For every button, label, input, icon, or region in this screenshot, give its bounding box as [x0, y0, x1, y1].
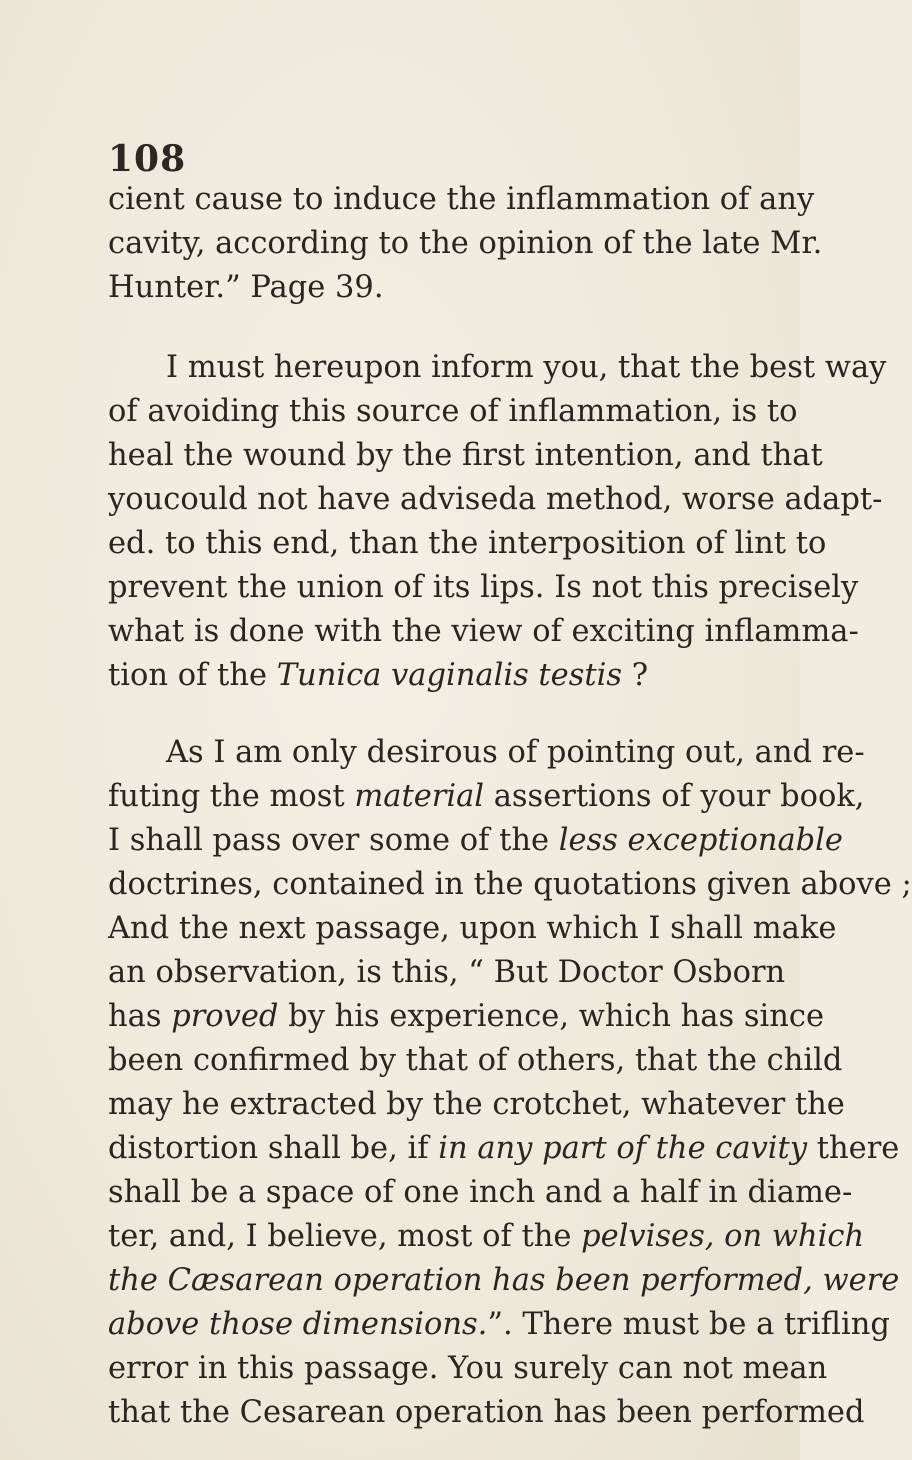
text-line: that the Cesarean operation has been performed [108, 1395, 865, 1430]
text-line: what is done with the view of exciting inflamma- [108, 614, 859, 649]
text-line: may he extracted by the crotchet, whatever the [108, 1087, 845, 1122]
text-line: I must hereupon inform you, that the best way [166, 350, 887, 385]
text-line: cavity, according to the opinion of the late Mr. [108, 226, 823, 261]
text-line: error in this passage. You surely can not mean [108, 1351, 828, 1386]
text-line: distortion shall be, if in any part of the cavity there [108, 1131, 900, 1166]
text-line: doctrines, contained in the quotations given above ; [108, 867, 912, 902]
text-line: I shall pass over some of the less exceptionable [108, 823, 843, 858]
text-line: above those dimensions.”. There must be a trifling [108, 1307, 890, 1342]
text-line: shall be a space of one inch and a half in diame- [108, 1175, 853, 1210]
text-line: Hunter.” Page 39. [108, 270, 384, 305]
text-line: ter, and, I believe, most of the pelvises, on which [108, 1219, 865, 1254]
text-line: ed. to this end, than the interposition of lint to [108, 526, 827, 561]
text-line: And the next passage, upon which I shall make [108, 911, 837, 946]
text-line: youcould not have adviseda method, worse adapt- [108, 482, 883, 517]
text-line: the Cæsarean operation has been performed, were [108, 1263, 900, 1298]
text-line: of avoiding this source of inflammation, is to [108, 394, 798, 429]
text-line: As I am only desirous of pointing out, and re- [166, 735, 865, 770]
text-line: been confirmed by that of others, that the child [108, 1043, 843, 1078]
text-line: an observation, is this, “ But Doctor Osborn [108, 955, 786, 990]
text-line: futing the most material assertions of your book, [108, 779, 865, 814]
text-line: heal the wound by the first intention, and that [108, 438, 823, 473]
text-line: cient cause to induce the inflammation of any [108, 182, 815, 217]
text-line: prevent the union of its lips. Is not this precisely [108, 570, 859, 605]
text-line: tion of the Tunica vaginalis testis ? [108, 658, 649, 693]
page-number: 108 [108, 138, 187, 180]
text-line: has proved by his experience, which has since [108, 999, 825, 1034]
